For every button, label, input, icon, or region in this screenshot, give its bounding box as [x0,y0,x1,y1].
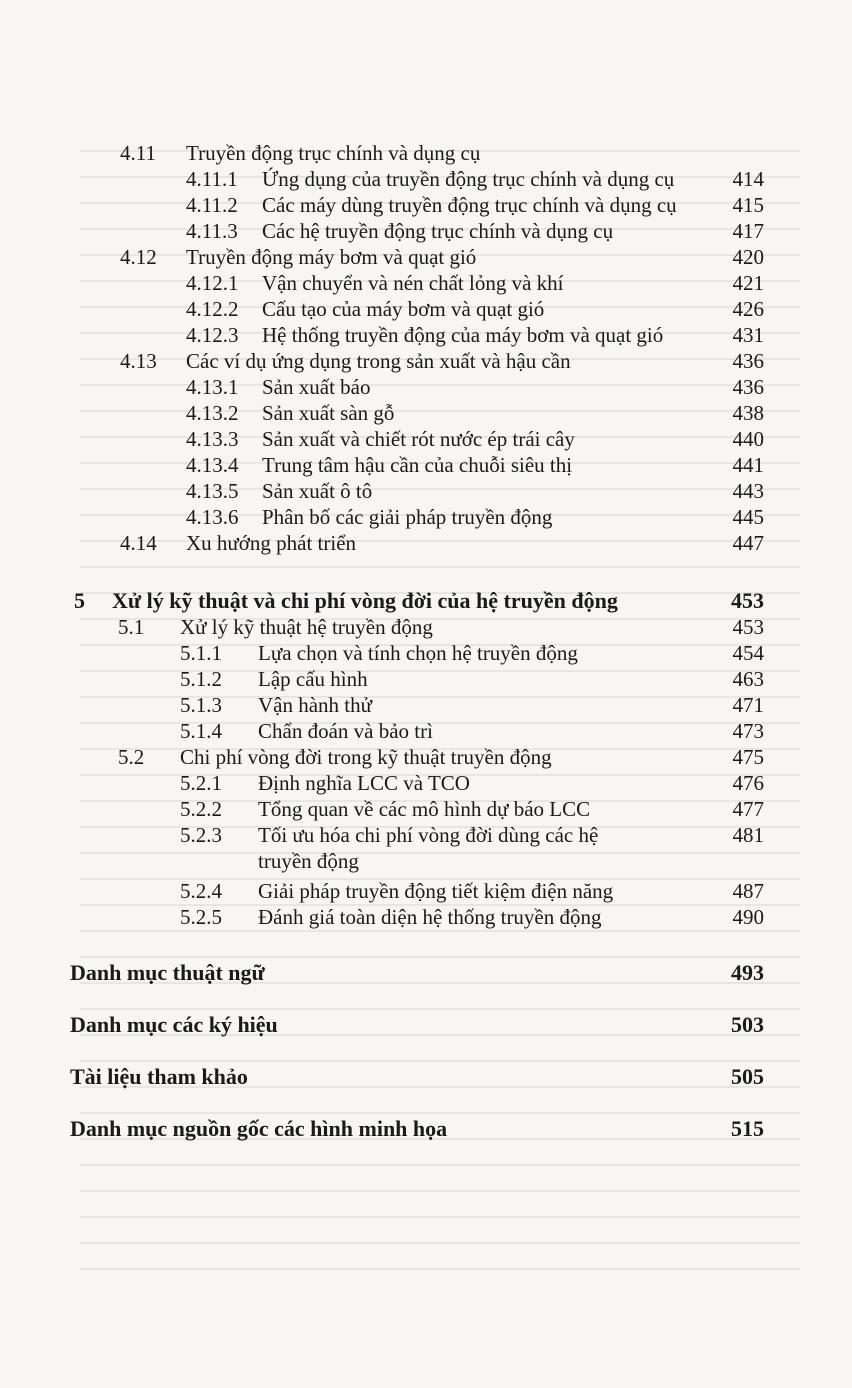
entry-title: Truyền động trục chính và dụng cụ [186,141,481,165]
entry-title: Truyền động máy bơm và quạt gió [186,245,477,269]
entry-page: 477 [732,797,764,821]
entry-page: 471 [732,693,764,717]
entry-page: 463 [732,667,764,691]
entry-page: 453 [731,588,764,613]
entry-number: 4.12.3 [186,323,239,347]
entry-number: 5.1.3 [180,693,222,717]
entry-number: 4.12 [120,245,157,269]
entry-page: 436 [732,375,764,399]
entry-number: 4.14 [120,531,157,555]
entry-page: 505 [731,1064,764,1089]
entry-title: Xử lý kỹ thuật hệ truyền động [180,615,433,639]
entry-page: 417 [732,219,764,243]
entry-title: Ứng dụng của truyền động trục chính và dụng cụ [262,167,675,191]
entry-page: 454 [732,641,764,665]
entry-number: 4.13.1 [186,375,239,399]
entry-page: 440 [732,427,764,451]
entry-title: Cấu tạo của máy bơm và quạt gió [262,297,545,321]
entry-title-continuation: truyền động [258,849,359,873]
entry-title: Tổng quan về các mô hình dự báo LCC [258,797,591,821]
entry-page: 447 [732,531,764,555]
entry-title: Lựa chọn và tính chọn hệ truyền động [258,641,578,665]
entry-number: 4.11 [120,141,156,165]
entry-page: 493 [731,960,764,985]
entry-title: Sản xuất và chiết rót nước ép trái cây [262,427,575,451]
entry-page: 490 [732,905,764,929]
entry-number: 5.2.4 [180,879,222,903]
backmatter-title: Danh mục các ký hiệu [70,1012,278,1037]
entry-page: 487 [732,879,764,903]
entry-number: 4.13.6 [186,505,239,529]
entry-title: Các ví dụ ứng dụng trong sản xuất và hậu cần [186,349,571,373]
entry-number: 4.13.2 [186,401,239,425]
entry-title: Vận chuyển và nén chất lỏng và khí [262,271,564,295]
entry-number: 5.1 [118,615,145,639]
chapter-number: 5 [74,588,85,613]
entry-title: Định nghĩa LCC và TCO [258,771,470,795]
entry-title: Chi phí vòng đời trong kỹ thuật truyền động [180,745,552,769]
entry-title: Giải pháp truyền động tiết kiệm điện năng [258,879,614,903]
entry-page: 436 [732,349,764,373]
entry-number: 5.2.5 [180,905,222,929]
entry-number: 4.11.1 [186,167,238,191]
entry-page: 426 [732,297,764,321]
entry-title: Xu hướng phát triển [186,531,357,555]
entry-page: 438 [732,401,764,425]
entry-number: 4.13.3 [186,427,239,451]
entry-title: Lập cấu hình [258,667,368,691]
entry-page: 445 [732,505,764,529]
entry-page: 421 [732,271,764,295]
backmatter-title: Danh mục thuật ngữ [70,960,265,985]
entry-number: 4.12.1 [186,271,239,295]
entry-title: Vận hành thử [258,693,373,717]
entry-title: Các máy dùng truyền động trục chính và dụng cụ [262,193,677,217]
entry-number: 5.1.2 [180,667,222,691]
entry-page: 414 [732,167,764,191]
entry-number: 5.2.3 [180,823,222,847]
entry-number: 4.12.2 [186,297,239,321]
entry-title: Sản xuất sàn gỗ [262,401,395,425]
entry-number: 4.13.5 [186,479,239,503]
entry-page: 503 [731,1012,764,1037]
entry-number: 5.1.4 [180,719,222,743]
entry-title: Sản xuất ô tô [262,479,373,503]
entry-page: 443 [732,479,764,503]
entry-page: 441 [732,453,764,477]
entry-page: 453 [732,615,764,639]
entry-number: 5.2 [118,745,145,769]
entry-number: 4.13.4 [186,453,239,477]
entry-page: 431 [732,323,764,347]
entry-title: Tối ưu hóa chi phí vòng đời dùng các hệ [258,823,599,847]
entry-title: Phân bố các giải pháp truyền động [262,505,553,529]
entry-number: 5.1.1 [180,641,222,665]
backmatter-title: Danh mục nguồn gốc các hình minh họa [70,1116,448,1141]
entry-title: Các hệ truyền động trục chính và dụng cụ [262,219,614,243]
entry-page: 473 [732,719,764,743]
entry-number: 5.2.2 [180,797,222,821]
entry-page: 481 [732,823,764,847]
entry-page: 515 [731,1116,764,1141]
backmatter-title: Tài liệu tham khảo [70,1064,248,1089]
entry-number: 4.11.2 [186,193,238,217]
entry-page: 420 [732,245,764,269]
entry-number: 5.2.1 [180,771,222,795]
entry-title: Đánh giá toàn diện hệ thống truyền động [258,905,602,929]
chapter-title: Xử lý kỹ thuật và chi phí vòng đời của hệ truyền động [112,588,618,613]
entry-number: 4.11.3 [186,219,238,243]
entry-page: 476 [732,771,764,795]
entry-page: 475 [732,745,764,769]
entry-title: Chẩn đoán và bảo trì [258,719,433,743]
entry-number: 4.13 [120,349,157,373]
entry-title: Trung tâm hậu cần của chuỗi siêu thị [262,453,573,477]
entry-page: 415 [732,193,764,217]
entry-title: Hệ thống truyền động của máy bơm và quạt gió [262,323,664,347]
entry-title: Sản xuất báo [262,375,371,399]
